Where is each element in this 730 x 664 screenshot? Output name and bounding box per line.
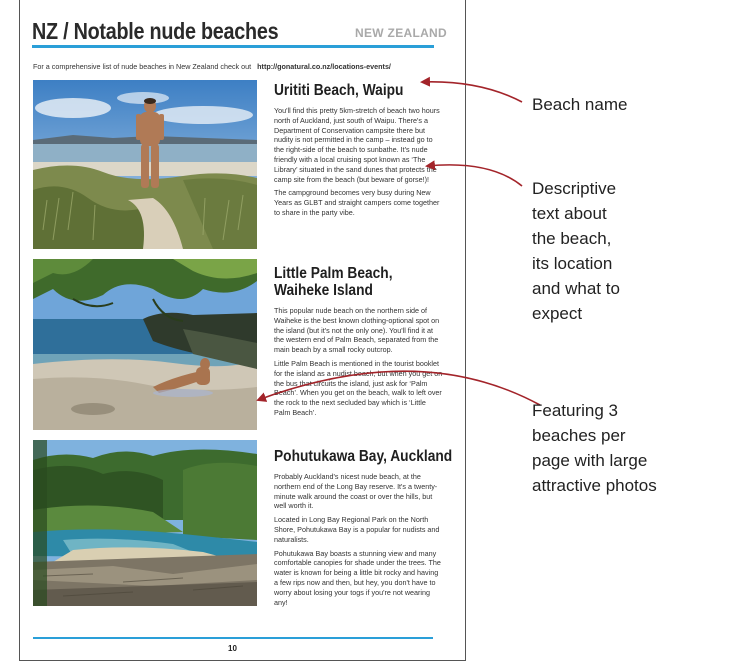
annotation-beach-name — [532, 92, 627, 117]
beach-name-line2: Waiheke Island — [274, 282, 373, 299]
annotation-line: beaches per — [532, 426, 626, 445]
annotation-featuring — [532, 398, 657, 498]
beach-description: Pohutukawa Bay boasts a stunning view and many comfortable canopies for shade under the trees. The water is known for being a little bit rocky and having a few rips now and then, but hey, you don't have to worry about losing your togs if you're not wearing any! — [274, 548, 441, 607]
beach-description: Probably Auckland's nicest nude beach, at the northern end of the Long Bay reserve. It's a twenty-minute walk around the coast or over the hills, but well worth it. — [274, 472, 438, 511]
beach-description: This popular nude beach on the northern side of Waiheke is the best known clothing-optional spot on the island (but it's not the only one). You'll find it at the western end of Palm Beach, separated from the main beach by a small rocky outcrop. — [274, 306, 440, 355]
beach-name-line1: Little Palm Beach, — [274, 265, 393, 282]
intro-url-link[interactable]: http://gonatural.co.nz/locations-events/ — [257, 62, 391, 71]
annotation-line: expect — [532, 304, 583, 323]
page-number: 10 — [228, 644, 237, 653]
arrow-beach-name — [422, 82, 522, 102]
annotation-line: text about — [532, 204, 607, 223]
intro-text: For a comprehensive list of nude beaches in New Zealand check out — [33, 62, 252, 71]
beach-description: Little Palm Beach is mentioned in the tourist booklet for the island as a nudist beach, but when you get on the bus that circuits the island, just ask for ‘Palm Beach’. When you get on the beach, walk to left over the rock to the next secluded bay which is ‘Little Palm Beach’. — [274, 358, 443, 417]
annotation-line: and what to — [532, 279, 620, 298]
beach-name: Urititi Beach, Waipu — [274, 82, 404, 99]
annotation-line: the beach, — [532, 229, 612, 248]
beach-description: The campground becomes very busy during New Years as GLBT and straight campers come together to share in the party vibe. — [274, 188, 440, 217]
annotation-line: Descriptive — [532, 179, 617, 198]
annotation-descriptive — [532, 176, 620, 326]
beach-description: You'll find this pretty 5km-stretch of beach two hours north of Auckland, just south of Waipu. There's a Department of Conservation campsite there but nudity is not permitted in the camp – instead go to the right-side of the beach to sunbathe. It's nude friendly with a local cruising spot known as ‘The Library’ situated in the sand dunes that protects the camp site from the beach (but beware of gorse!)! — [274, 106, 440, 184]
region-label: NEW ZEALAND — [355, 26, 447, 40]
annotation-line: page with large — [532, 451, 648, 470]
annotation-line: its location — [532, 254, 613, 273]
arrow-descriptive — [427, 165, 522, 186]
beach-description: Located in Long Bay Regional Park on the North Shore, Pohutukawa Bay is a popular for nudists and naturalists. — [274, 515, 440, 544]
page-title: NZ / Notable nude beaches — [32, 18, 279, 44]
annotation-text: Beach name — [532, 95, 628, 114]
arrow-featuring — [258, 371, 540, 405]
beach-name: Pohutukawa Bay, Auckland — [274, 448, 453, 465]
annotation-line: attractive photos — [532, 476, 657, 495]
annotation-line: Featuring 3 — [532, 401, 618, 420]
